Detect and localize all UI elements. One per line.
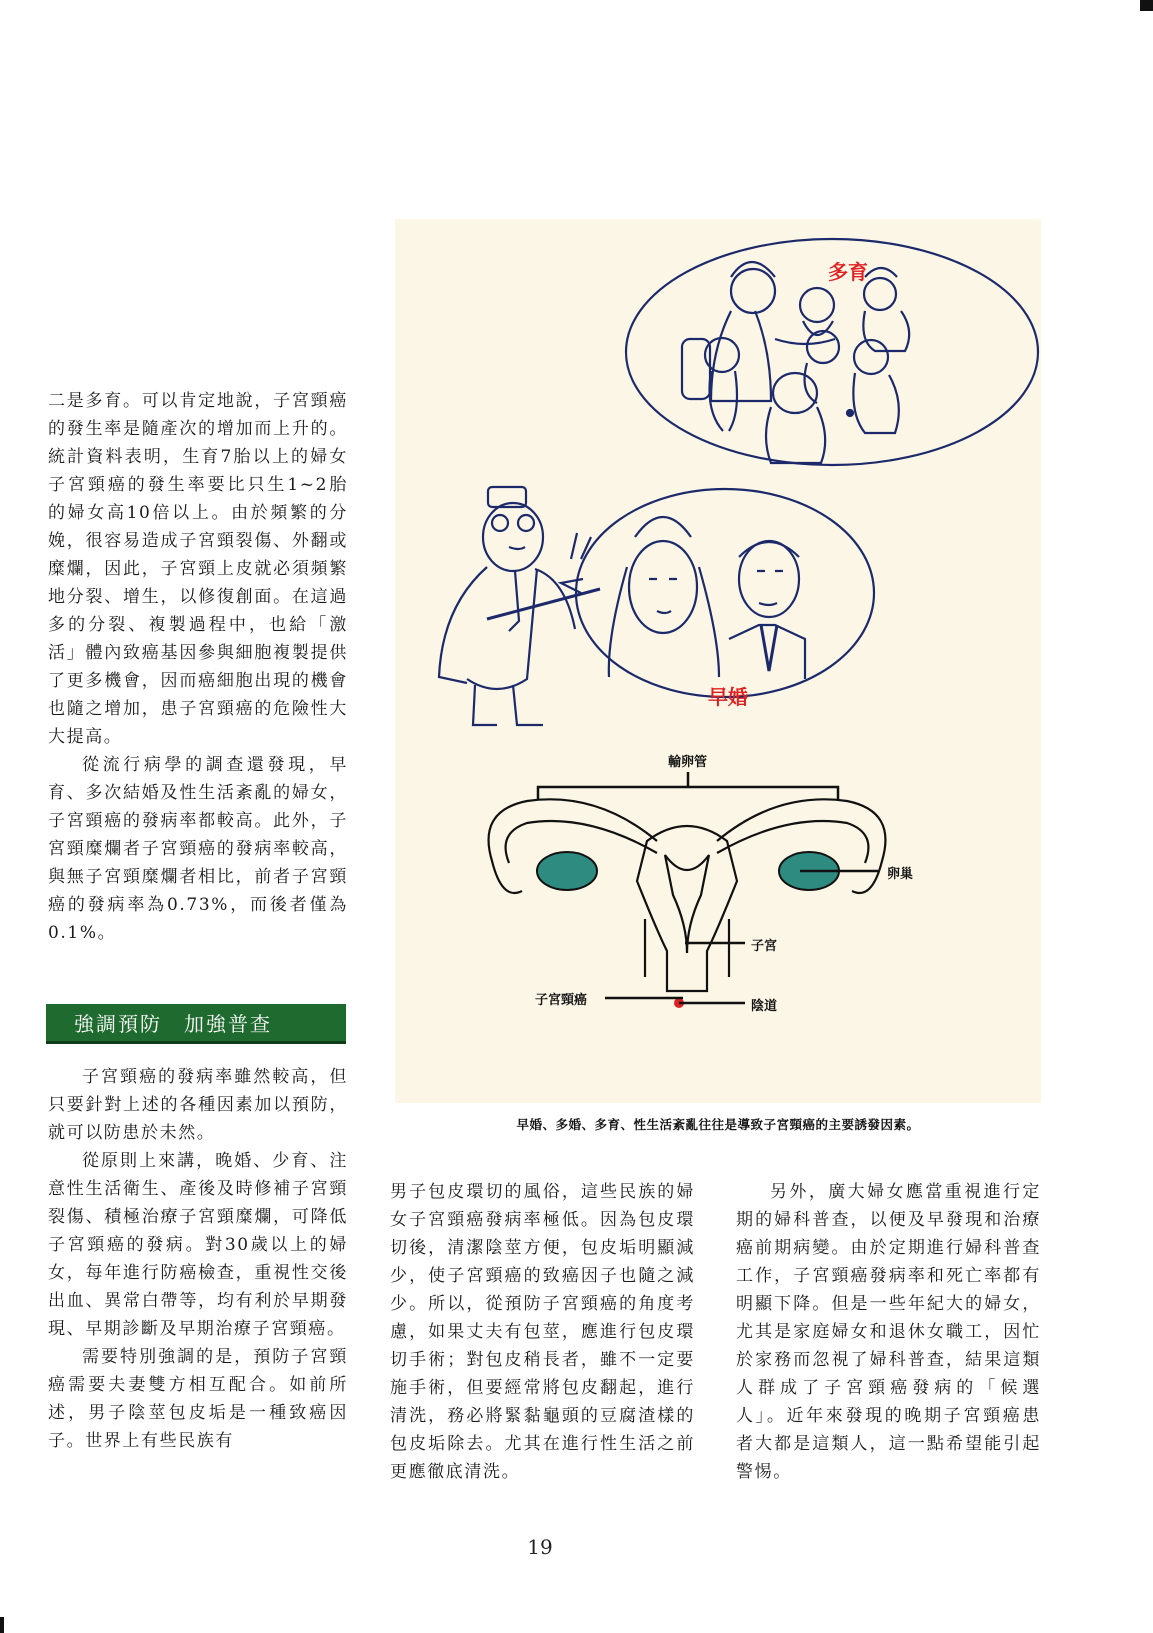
left-column-bottom bbox=[48, 1063, 348, 1455]
paragraph: 從流行病學的調查還發現，早育、多次結婚及性生活紊亂的婦女，子宮頸癌的發病率都較高。此外，子宮頸糜爛者子宮頸癌的發病率較高，與無子宮頸糜爛者相比，前者子宮頸癌的發病率為0.73%，而後者僅為0.1%。 bbox=[48, 755, 348, 943]
paragraph: 從原則上來講，晚婚、少育、注意性生活衛生、產後及時修補子宮頸裂傷、積極治療子宮頸糜爛，可降低子宮頸癌的發病。對30歲以上的婦女，每年進行防癌檢查，重視性交後出血、異常白帶等，均有利於早期發現、早期診斷及早期治療子宮頸癌。 bbox=[48, 1151, 348, 1339]
page-number: 19 bbox=[527, 1535, 553, 1559]
paragraph: 另外，廣大婦女應當重視進行定期的婦科普查，以便及早發現和治療癌前期病變。由於定期進行婦科普查工作，子宮頸癌發病率和死亡率都有明顯下降。但是一些年紀大的婦女，尤其是家庭婦女和退休女職工，因忙於家務而忽視了婦科普查，結果這類人群成了子宮頸癌發病的「候選人」。近年來發現的晚期子宮頸癌患者大都是這類人，這一點希望能引起警惕。 bbox=[736, 1182, 1041, 1482]
left-column-top bbox=[48, 387, 348, 947]
couple-cartoon bbox=[561, 489, 874, 697]
label-early-marriage: 早婚 bbox=[708, 685, 748, 709]
doctor-cartoon bbox=[439, 487, 600, 725]
illustration-drawing bbox=[395, 219, 1041, 1103]
right-column bbox=[736, 1178, 1041, 1486]
paragraph: 子宮頸癌的發病率雖然較高，但只要針對上述的各種因素加以預防，就可以防患於未然。 bbox=[48, 1067, 348, 1143]
label-ovary: 卵巢 bbox=[887, 867, 914, 882]
figure-caption: 早婚、多婚、多育、性生活紊亂往往是導致子宮頸癌的主要誘發因素。 bbox=[516, 1117, 920, 1132]
illustration-figure bbox=[395, 219, 1041, 1103]
label-cervical-cancer: 子宮頸癌 bbox=[535, 993, 588, 1008]
label-many-births: 多育 bbox=[828, 260, 868, 284]
label-uterus: 子宮 bbox=[751, 939, 778, 954]
crop-mark bbox=[1140, 0, 1153, 11]
paragraph: 二是多育。可以肯定地說，子宮頸癌的發生率是隨產次的增加而上升的。統計資料表明，生育7胎以上的婦女子宮頸癌的發生率要比只生1~2胎的婦女高10倍以上。由於頻繁的分娩，很容易造成子宮頸裂傷、外翻或糜爛，因此，子宮頸上皮就必須頻繁地分裂、增生，以修復創面。在這過多的分裂、複製過程中，也給「激活」體內致癌基因參與細胞複製提供了更多機會，因而癌細胞出現的機會也隨之增加，患子宮頸癌的危險性大大提高。 bbox=[48, 391, 348, 747]
ovary-left bbox=[537, 852, 597, 890]
paragraph: 需要特別強調的是，預防子宮頸癌需要夫妻雙方相互配合。如前所述，男子陰莖包皮垢是一種致癌因子。世界上有些民族有 bbox=[48, 1347, 348, 1451]
label-vagina: 陰道 bbox=[751, 999, 778, 1014]
paragraph: 男子包皮環切的風俗，這些民族的婦女子宮頸癌發病率極低。因為包皮環切後，清潔陰莖方便，包皮垢明顯減少，使子宮頸癌的致癌因子也隨之減少。所以，從預防子宮頸癌的角度考慮，如果丈夫有包莖，應進行包皮環切手術；對包皮稍長者，雖不一定要施手術，但要經常將包皮翻起，進行清洗，務必將緊黏龜頭的豆腐渣樣的包皮垢除去。尤其在進行性生活之前更應徹底清洗。 bbox=[390, 1182, 695, 1482]
middle-column bbox=[390, 1178, 695, 1486]
label-fallopian-tube: 輸卵管 bbox=[668, 755, 708, 770]
crop-mark bbox=[0, 1617, 4, 1633]
section-header: 強調預防 加強普查 bbox=[46, 1004, 346, 1044]
